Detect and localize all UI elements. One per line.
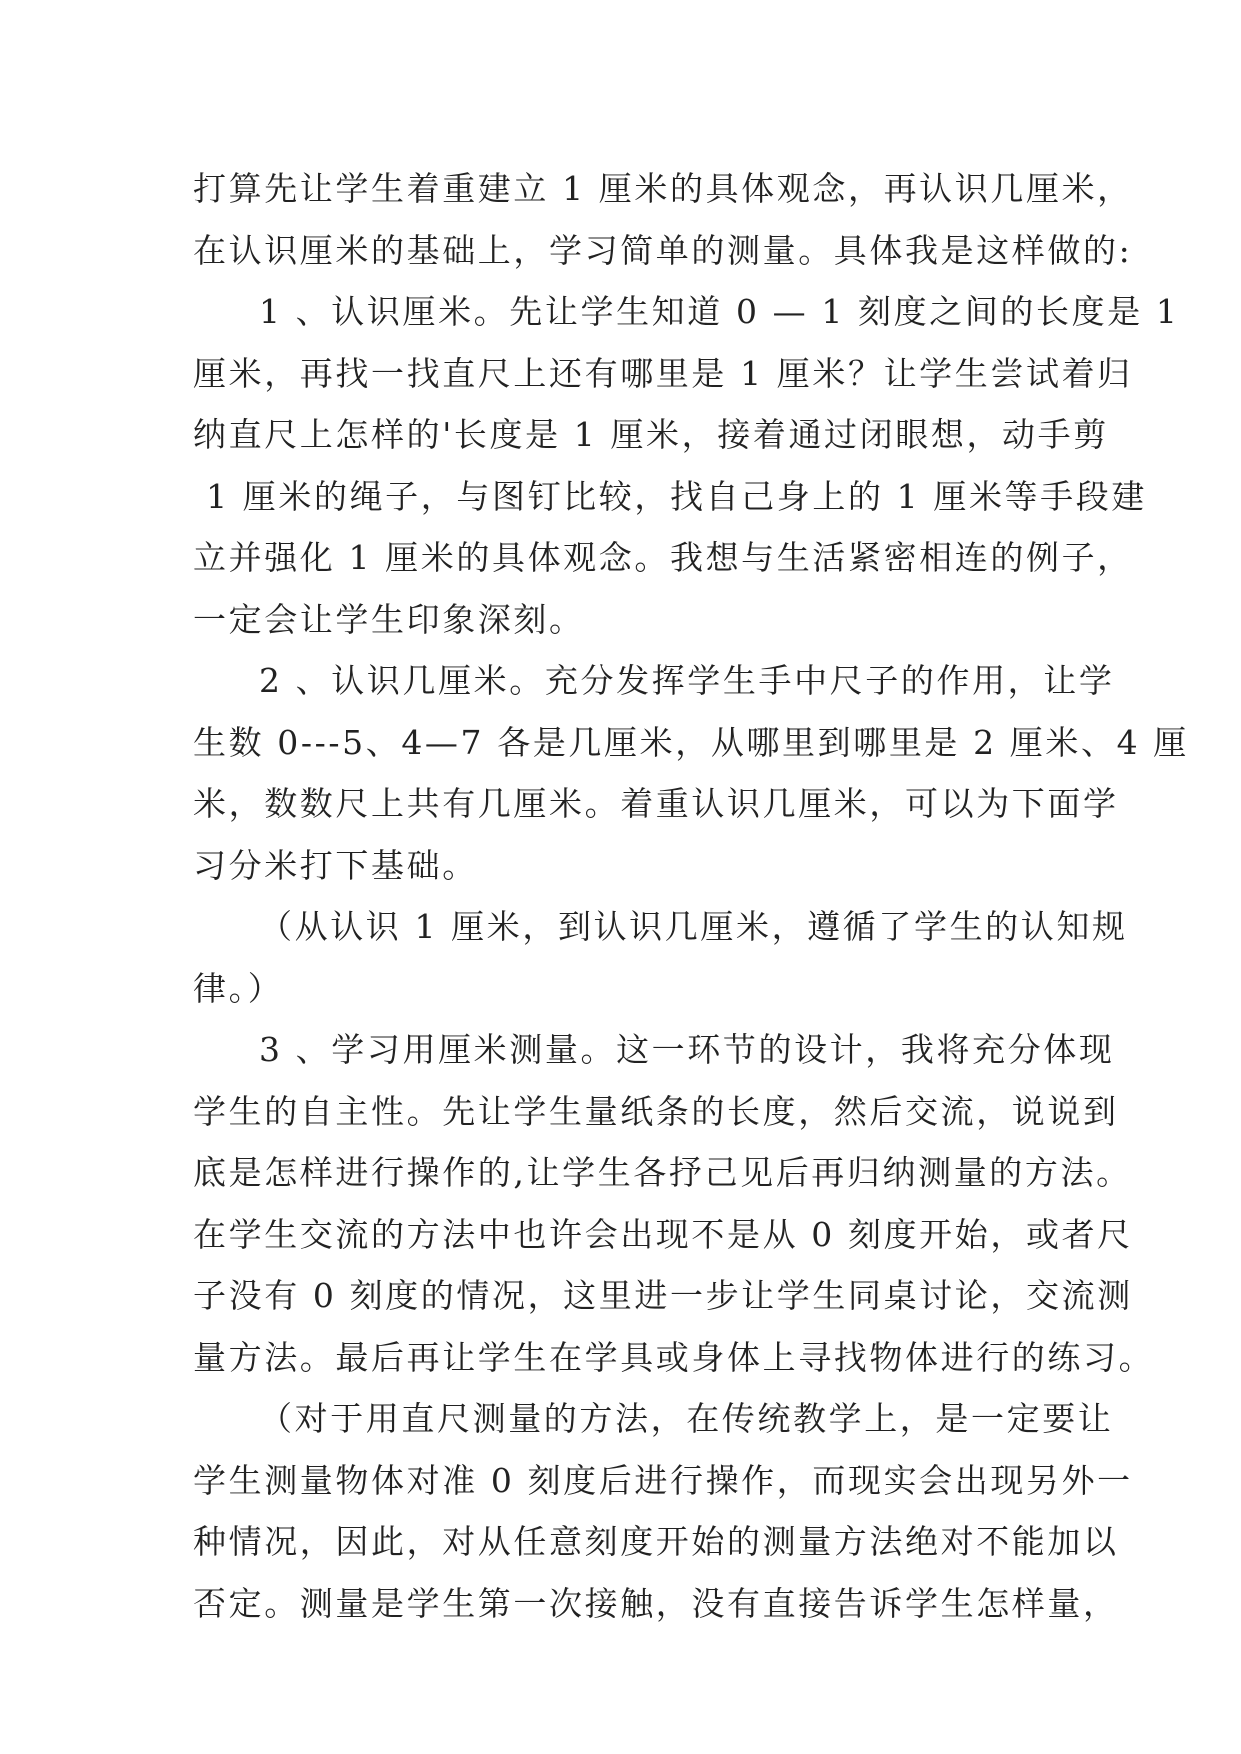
text-line: 生数 0---5、4—7 各是几厘米，从哪里到哪里是 2 厘米、4 厘 xyxy=(193,722,1189,762)
text-line: 在认识厘米的基础上，学习简单的测量。具体我是这样做的: xyxy=(193,230,1133,270)
body-text xyxy=(193,158,1189,1634)
text-line: 学生测量物体对准 0 刻度后进行操作，而现实会出现另外一 xyxy=(193,1460,1133,1500)
text-line: 一定会让学生印象深刻。 xyxy=(193,599,585,639)
text-line: 底是怎样进行操作的,让学生各抒己见后再归纳测量的方法。 xyxy=(193,1153,1132,1192)
text-line: 厘米，再找一找直尺上还有哪里是 1 厘米？让学生尝试着归 xyxy=(193,353,1133,393)
text-line: （从认识 1 厘米，到认识几厘米，遵循了学生的认知规 xyxy=(259,907,1128,946)
text-line: 纳直尺上怎样的'长度是 1 厘米，接着通过闭眼想，动手剪 xyxy=(193,415,1109,454)
text-line: 立并强化 1 厘米的具体观念。我想与生活紧密相连的例子， xyxy=(193,538,1133,577)
text-line: 在学生交流的方法中也许会出现不是从 0 刻度开始，或者尺 xyxy=(193,1214,1133,1254)
text-line: 1 厘米的绳子，与图钉比较，找自己身上的 1 厘米等手段建 xyxy=(193,476,1147,516)
text-line: 律。） xyxy=(193,968,284,1008)
text-line: 习分米打下基础。 xyxy=(193,845,478,885)
text-line: 1 、认识厘米。先让学生知道 0 — 1 刻度之间的长度是 1 xyxy=(259,292,1180,331)
text-line: 3 、学习用厘米测量。这一环节的设计，我将充分体现 xyxy=(259,1030,1115,1069)
text-line: 打算先让学生着重建立 1 厘米的具体观念，再认识几厘米， xyxy=(193,169,1133,208)
text-line: 学生的自主性。先让学生量纸条的长度，然后交流，说说到 xyxy=(193,1091,1119,1131)
text-line: 子没有 0 刻度的情况，这里进一步让学生同桌讨论，交流测 xyxy=(193,1276,1133,1315)
text-line: 米，数数尺上共有几厘米。着重认识几厘米，可以为下面学 xyxy=(193,784,1119,823)
text-line: 种情况，因此，对从任意刻度开始的测量方法绝对不能加以 xyxy=(193,1522,1119,1561)
text-line: （对于用直尺测量的方法，在传统教学上，是一定要让 xyxy=(259,1399,1114,1438)
text-line: 量方法。最后再让学生在学具或身体上寻找物体进行的练习。 xyxy=(193,1337,1155,1377)
text-line: 2 、认识几厘米。充分发挥学生手中尺子的作用，让学 xyxy=(259,661,1115,700)
text-line: 否定。测量是学生第一次接触，没有直接告诉学生怎样量， xyxy=(193,1583,1119,1623)
